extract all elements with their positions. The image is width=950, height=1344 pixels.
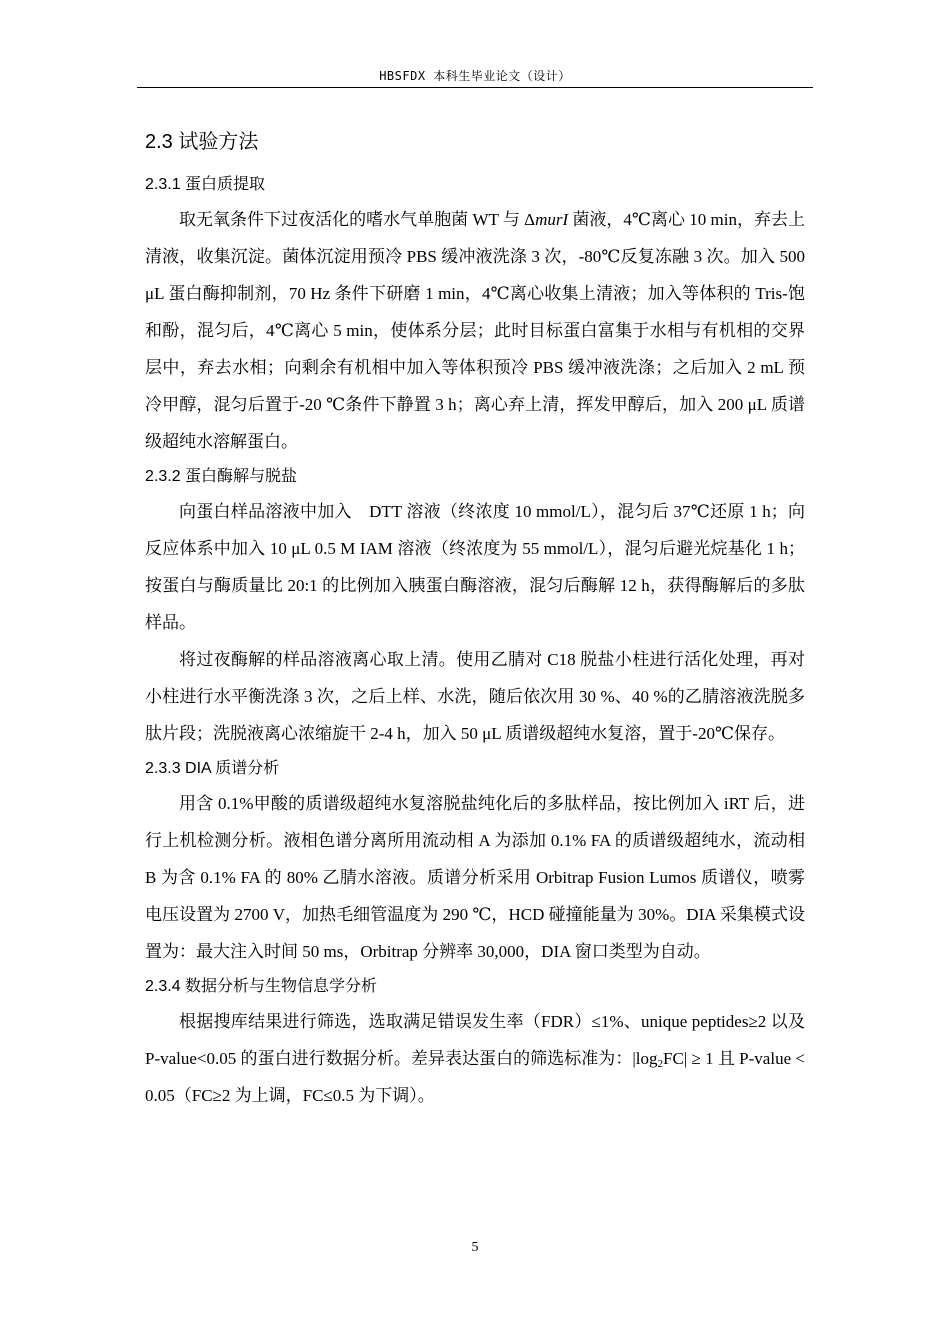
header-rule [137,87,813,88]
page-number: 5 [471,1240,479,1255]
subscript: 2 [657,1058,663,1070]
paragraph-data-analysis: 根据搜库结果进行筛选，选取满足错误发生率（FDR）≤1%、unique peptides≥2 以及 P-value<0.05 的蛋白进行数据分析。差异表达蛋白的筛选标准为：$|\log_2FC| \ge 1$ 且 P-value < 0.05（FC≥2 为上调，FC≤0.5 为下调）。 [145,1012,805,1105]
subsection-heading-digestion: 2.3.2 蛋白酶解与脱盐 [145,468,298,485]
subsection-heading-dia: 2.3.3 DIA 质谱分析 [145,760,280,777]
paragraph-desalting: 将过夜酶解的样品溶液离心取上清。使用乙腈对 C18 脱盐小柱进行活化处理，再对小柱进行水平衡洗涤 3 次，之后上样、水洗，随后依次用 30 %、40 %的乙腈溶液洗脱多肽片段；洗脱液离心浓缩旋干 2-4 h，加入 50 μL 质谱级超纯水复溶，置于-20℃保存。 [145,650,805,743]
subsection-heading-data-analysis: 2.3.4 数据分析与生物信息学分析 [145,978,378,995]
paragraph-dia: 用含 0.1%甲酸的质谱级超纯水复溶脱盐纯化后的多肽样品，按比例加入 iRT 后，进行上机检测分析。液相色谱分离所用流动相 A 为添加 0.1% FA 的质谱级超纯水，流动相 B 为含 0.1% FA 的 80% 乙腈水溶液。质谱分析采用 Orbitrap Fusion Lumos 质谱仪，喷雾电压设置为 2700 V，加热毛细管温度为 290 ℃，HCD 碰撞能量为 30%。DIA 采集模式设置为：最大注入时间 50 ms，Orbitrap 分辨率 30,000，DIA 窗口类型为自动。 [145,794,805,961]
page-body [145,122,805,1114]
running-header: HBSFDX 本科生毕业论文（设计） [379,69,571,83]
gene-name: murI [535,210,569,229]
paragraph-protein-extraction: 取无氧条件下过夜活化的嗜水气单胞菌 WT 与 ΔmurI 菌液，4℃离心 10 min，弃去上清液，收集沉淀。菌体沉淀用预冷 PBS 缓冲液洗涤 3 次，-80℃反复冻融 3 次。加入 500 μL 蛋白酶抑制剂，70 Hz 条件下研磨 1 min，4℃离心收集上清液；加入等体积的 Tris-饱和酚，混匀后，4℃离心 5 min，使体系分层；此时目标蛋白富集于水相与有机相的交界层中，弃去水相；向剩余有机相中加入等体积预冷 PBS 缓冲液洗涤；之后加入 2 mL 预冷甲醇，混匀后置于-20 ℃条件下静置 3 h；离心弃上清，挥发甲醇后，加入 200 μL 质谱级超纯水溶解蛋白。 [145,210,806,451]
paragraph-digestion: 向蛋白样品溶液中加入 DTT 溶液（终浓度 10 mmol/L），混匀后 37℃还原 1 h；向反应体系中加入 10 μL 0.5 M IAM 溶液（终浓度为 55 mmol/L），混匀后避光烷基化 1 h；按蛋白与酶质量比 20:1 的比例加入胰蛋白酶溶液，混匀后酶解 12 h，获得酶解后的多肽样品。 [145,502,805,632]
subsection-heading-protein-extraction: 2.3.1 蛋白质提取 [145,176,266,193]
section-heading: 2.3 试验方法 [145,131,259,153]
